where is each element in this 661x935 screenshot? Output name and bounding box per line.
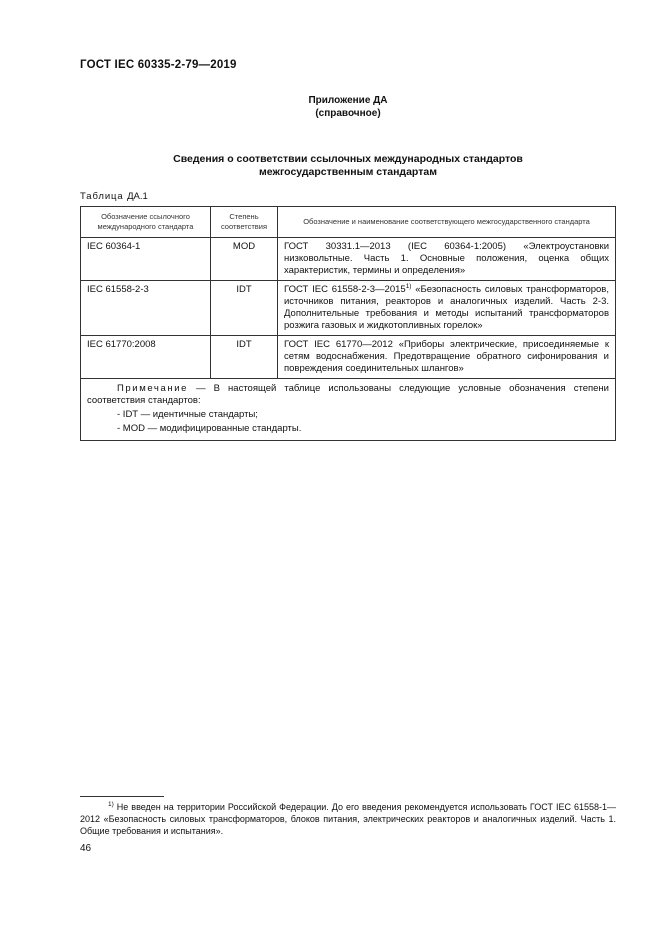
footnote-mark: 1) [108,801,114,808]
document-header: ГОСТ IEC 60335-2-79—2019 [80,59,237,71]
table-header-row [81,207,616,238]
note-label: Примечание [117,383,188,394]
header-national-standard: Обозначение и наименование соответствующего межгосударственного стандарта [278,207,616,238]
cell-national: ГОСТ IEC 61770—2012 «Приборы электрические, присоединяемые к сетям водоснабжения. Предотвращение обратного сифонирования и повреждения соединительных шлангов» [278,336,616,379]
cell-degree: IDT [211,281,278,336]
cell-national-title: «Безопасность силовых трансформаторов, источников питания, реакторов и аналогичных изделий. Часть 2-3. Дополнительные требования и методы испытаний трансформаторов розжига газовых и жидкотопливных горелок» [284,284,609,331]
cell-ref: IEC 60364-1 [81,238,211,281]
cell-degree: IDT [211,336,278,379]
page-number: 46 [80,843,92,854]
correspondence-table [80,206,616,441]
cell-national-code: ГОСТ IEC 61558-2-3—2015 [284,284,406,295]
table-row [81,281,616,336]
cell-national: ГОСТ 30331.1—2013 (IEC 60364-1:2005) «Электроустановки низковольтные. Часть 1. Основные положения, оценка общих характеристик, термины и определения» [278,238,616,281]
table-caption [80,191,148,202]
section-title-line1: Сведения о соответствии ссылочных международных стандартов [173,153,523,165]
annex-title: Приложение ДА [308,95,388,106]
table-caption-number: ДА.1 [127,191,148,202]
cell-degree: MOD [211,238,278,281]
note-body: — В настоящей таблице использованы следующие условные обозначения степени соответствия стандартов: [87,383,609,406]
cell-ref: IEC 61558-2-3 [81,281,211,336]
note-text [87,383,609,407]
footnote [80,801,616,837]
footnote-text: Не введен на территории Российской Федерации. До его введения рекомендуется использовать ГОСТ IEC 61558-1—2012 «Безопасность силовых трансформаторов, блоков питания, электрических реакторов и аналогичных изделий. Часть 1. Общие требования и испытания». [80,802,616,836]
cell-ref: IEC 61770:2008 [81,336,211,379]
header-ref-standard: Обозначение ссылочного международного стандарта [81,207,211,238]
table-row [81,336,616,379]
cell-national [278,281,616,336]
section-title-line2: межгосударственным стандартам [259,166,437,178]
footnote-reference: 1) [405,282,412,290]
footnote-divider [80,796,164,797]
header-degree: Степень соответствия [211,207,278,238]
table-row [81,238,616,281]
annex-subtitle: (справочное) [315,108,381,119]
table-note [81,379,616,441]
table-note-row [81,379,616,441]
note-item: - MOD — модифицированные стандарты. [117,423,302,434]
note-item: - IDT — идентичные стандарты; [117,409,258,420]
table-caption-prefix: Таблица [80,191,124,202]
